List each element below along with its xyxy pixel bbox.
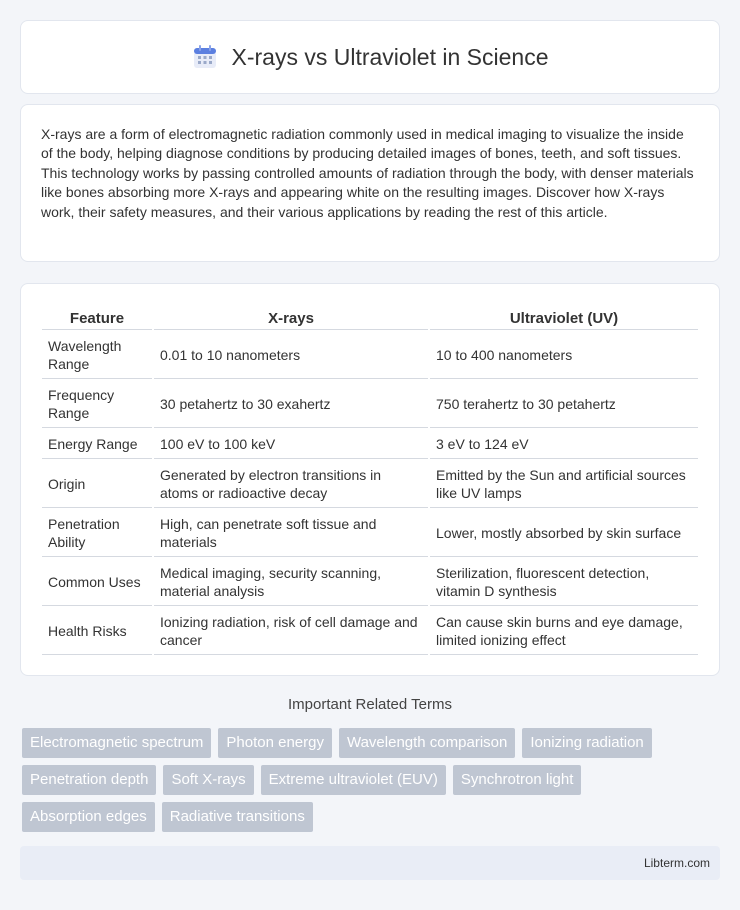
page-title: X-rays vs Ultraviolet in Science — [231, 43, 549, 70]
xray-cell: Generated by electron transitions in atoms or radioactive decay — [154, 461, 428, 508]
related-term-tag[interactable]: Penetration depth — [22, 765, 156, 795]
xray-cell: 30 petahertz to 30 exahertz — [154, 381, 428, 428]
uv-cell: 10 to 400 nanometers — [430, 332, 698, 379]
related-term-tag[interactable]: Synchrotron light — [453, 765, 582, 795]
related-terms-list — [22, 728, 722, 839]
column-header: Feature — [42, 306, 152, 330]
footer — [20, 846, 720, 880]
feature-cell: Common Uses — [42, 559, 152, 606]
uv-cell: 3 eV to 124 eV — [430, 430, 698, 459]
table-row — [42, 559, 698, 606]
table-row — [42, 381, 698, 428]
intro-text: X-rays are a form of electromagnetic radiation commonly used in medical imaging to visualize the inside of the body, helping diagnose conditions by producing detailed images of bones, teeth, and soft tissues. This technology works by passing controlled amounts of radiation through the body, with denser materials like bones absorbing more X-rays and appearing white on the resulting images. Discover how X-rays work, their safety measures, and their various applications by reading the rest of this article. — [41, 126, 694, 220]
related-term-tag[interactable]: Photon energy — [218, 728, 332, 758]
calendar-icon — [192, 44, 218, 70]
column-header: X-rays — [154, 306, 428, 330]
table-row — [42, 332, 698, 379]
table-row — [42, 461, 698, 508]
uv-cell: Lower, mostly absorbed by skin surface — [430, 510, 698, 557]
related-term-tag[interactable]: Absorption edges — [22, 802, 155, 832]
feature-cell: Energy Range — [42, 430, 152, 459]
uv-cell: 750 terahertz to 30 petahertz — [430, 381, 698, 428]
related-terms-title: Important Related Terms — [288, 696, 452, 713]
uv-cell: Sterilization, fluorescent detection, vitamin D synthesis — [430, 559, 698, 606]
related-term-tag[interactable]: Radiative transitions — [162, 802, 313, 832]
feature-cell: Wavelength Range — [42, 332, 152, 379]
page-header — [20, 20, 720, 94]
uv-cell: Can cause skin burns and eye damage, limited ionizing effect — [430, 608, 698, 655]
feature-cell: Origin — [42, 461, 152, 508]
table-header-row — [42, 306, 698, 330]
related-term-tag[interactable]: Wavelength comparison — [339, 728, 515, 758]
column-header: Ultraviolet (UV) — [430, 306, 698, 330]
xray-cell: High, can penetrate soft tissue and materials — [154, 510, 428, 557]
comparison-table — [40, 304, 700, 657]
table-row — [42, 430, 698, 459]
xray-cell: 100 eV to 100 keV — [154, 430, 428, 459]
xray-cell: Ionizing radiation, risk of cell damage and cancer — [154, 608, 428, 655]
xray-cell: Medical imaging, security scanning, material analysis — [154, 559, 428, 606]
related-term-tag[interactable]: Extreme ultraviolet (EUV) — [261, 765, 446, 795]
intro-card — [20, 104, 720, 262]
xray-cell: 0.01 to 10 nanometers — [154, 332, 428, 379]
footer-site-link[interactable]: Libterm.com — [643, 856, 710, 870]
feature-cell: Penetration Ability — [42, 510, 152, 557]
feature-cell: Health Risks — [42, 608, 152, 655]
table-row — [42, 608, 698, 655]
uv-cell: Emitted by the Sun and artificial sources like UV lamps — [430, 461, 698, 508]
related-term-tag[interactable]: Electromagnetic spectrum — [22, 728, 211, 758]
comparison-table-card — [20, 283, 720, 676]
feature-cell: Frequency Range — [42, 381, 152, 428]
related-term-tag[interactable]: Ionizing radiation — [522, 728, 651, 758]
related-term-tag[interactable]: Soft X-rays — [163, 765, 253, 795]
table-row — [42, 510, 698, 557]
